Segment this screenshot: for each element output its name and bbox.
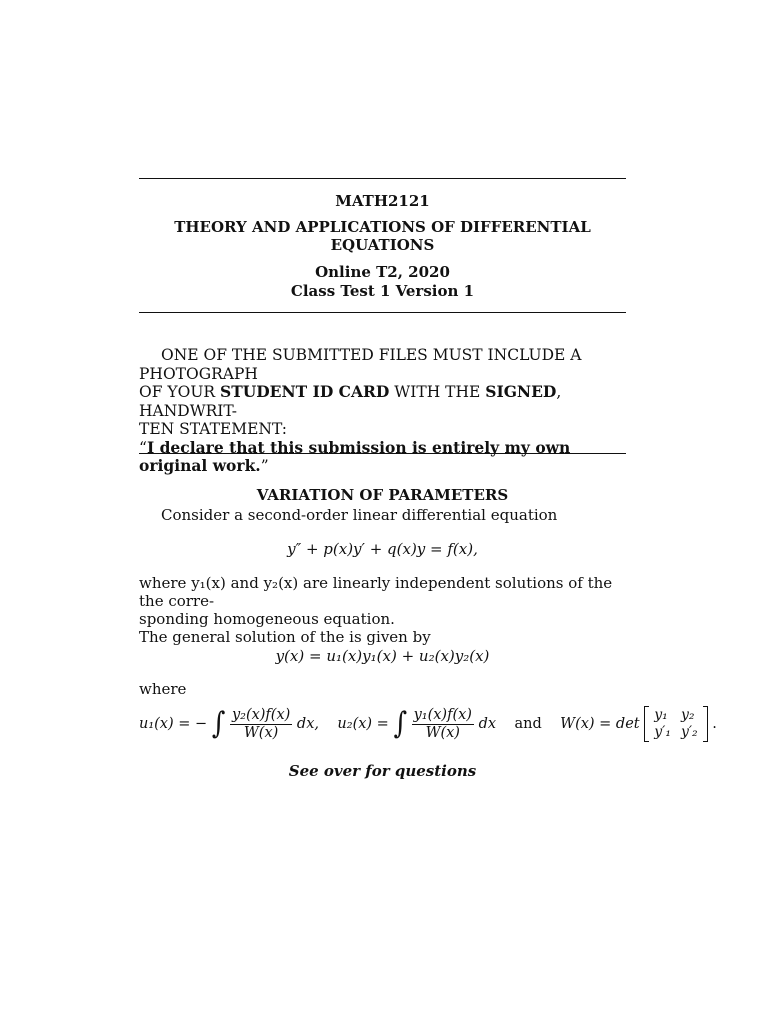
u2-fraction: $\frac{\text{y₁(x)f(x)}}{W(x)}$ <box>413 706 472 741</box>
u2-lhs: u₂(x) = <box>337 716 389 732</box>
and-label: and <box>514 716 542 732</box>
general-solution-equation: y(x) = u₁(x)y₁(x) + u₂(x)y₂(x) <box>275 647 490 665</box>
section-intro: Consider a second-order linear differential equation <box>161 506 558 524</box>
student-id-emphasis: STUDENT ID CARD <box>220 382 390 401</box>
w-lhs: W(x) = det <box>560 716 640 732</box>
see-over-note: See over for questions <box>288 762 477 780</box>
course-title-line2: EQUATIONS <box>330 236 435 254</box>
notice-bottom-rule <box>139 453 626 454</box>
top-rule <box>139 178 626 179</box>
signed-emphasis: SIGNED <box>485 382 557 401</box>
submission-notice <box>139 346 626 476</box>
ode-equation: y″ + p(x)y′ + q(x)y = f(x), <box>287 540 478 558</box>
test-label: Class Test 1 Version 1 <box>290 282 475 300</box>
notice-line1: ONE OF THE SUBMITTED FILES MUST INCLUDE A PHOTOGRAPH <box>139 346 582 383</box>
term-label: Online T2, 2020 <box>315 263 450 281</box>
u2-dx: dx <box>478 716 497 732</box>
notice-line2: OF YOUR STUDENT ID CARD WITH THE SIGNED, HANDWRIT- <box>139 382 562 420</box>
general-solution-text: The general solution of the is given by <box>139 628 431 646</box>
header-bottom-rule <box>139 312 626 313</box>
declaration-statement: “I declare that this submission is entirely my own original work.” <box>139 437 571 475</box>
u1-dx: dx, <box>296 716 319 732</box>
section-title: VARIATION OF PARAMETERS <box>256 486 509 504</box>
u1-fraction: $\frac{\text{y₂(x)f(x)}}{W(x)}$ <box>231 706 291 741</box>
integral-sign-1: ∫ <box>211 706 226 742</box>
where-paragraph: where y₁(x) and y₂(x) are linearly independent solutions of the the corre- sponding homogeneous equation. The general solution of the is given by <box>139 574 626 646</box>
notice-line3: TEN STATEMENT: <box>139 420 288 438</box>
formula-row <box>139 706 717 742</box>
wronskian-matrix: y₁ y₂ y′₁ y′₂ <box>644 706 707 742</box>
where-label: where <box>139 680 187 698</box>
integral-sign-2: ∫ <box>393 706 407 742</box>
formula-end-period: . <box>712 716 717 732</box>
u1-lhs: u₁(x) = − <box>139 716 208 732</box>
course-code: MATH2121 <box>335 192 430 210</box>
course-title-line1: THEORY AND APPLICATIONS OF DIFFERENTIAL <box>174 218 591 236</box>
